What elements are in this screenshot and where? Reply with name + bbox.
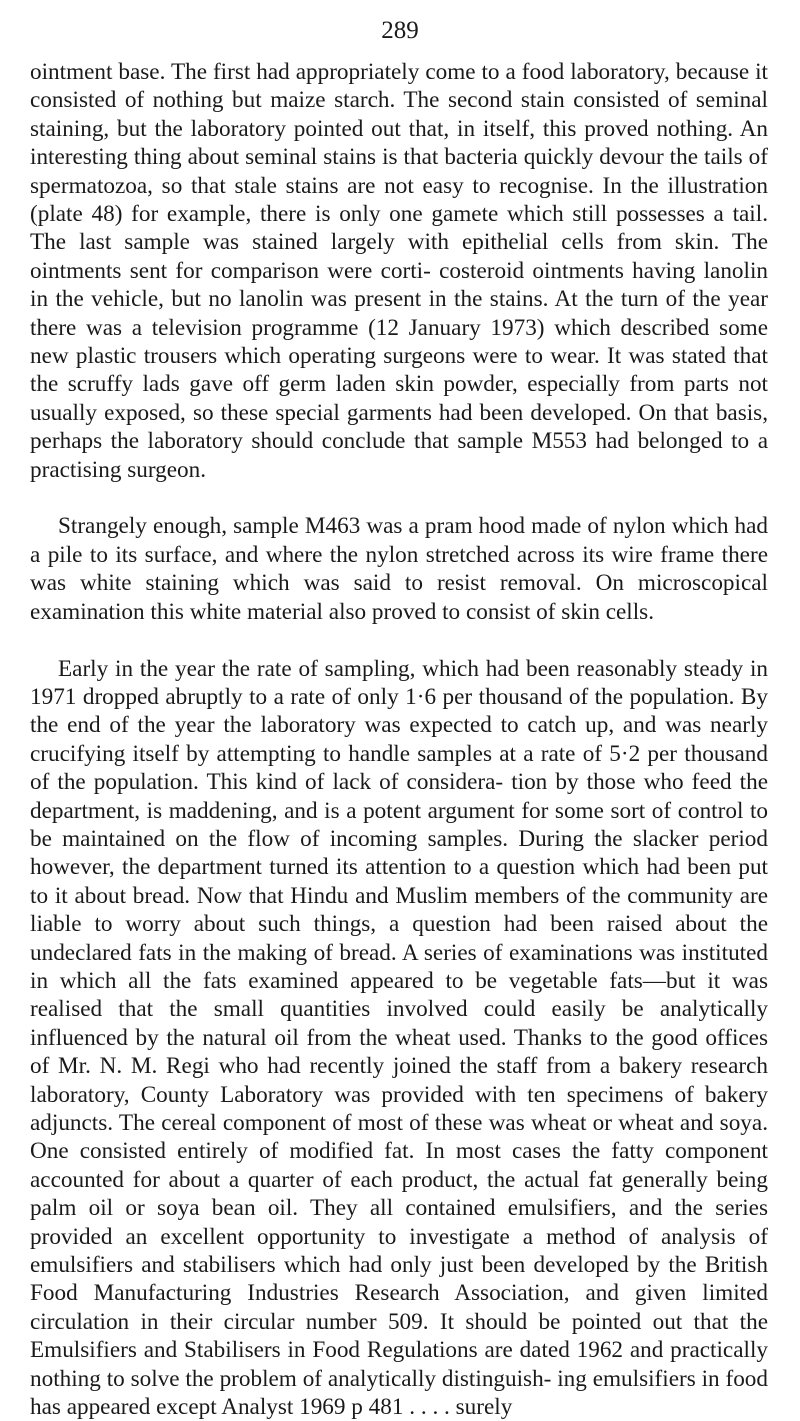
page-number: 289 <box>0 16 800 46</box>
body-text <box>30 58 768 1421</box>
paragraph: Early in the year the rate of sampling, which had been reasonably steady in 1971 dropped abruptly to a rate of only 1·6 per thousand of the population. By the end of the year the laboratory was expected to catch up, and was nearly crucifying itself by attempting to handle samples at a rate of 5·2 per thousand of the population. This kind of lack of considera- tion by those who feed the department, is maddening, and is a potent argument for some sort of control to be maintained on the flow of incoming samples. During the slacker period however, the department turned its attention to a question which had been put to it about bread. Now that Hindu and Muslim members of the community are liable to worry about such things, a question had been raised about the undeclared fats in the making of bread. A series of examinations was instituted in which all the fats examined appeared to be vegetable fats—but it was realised that the small quantities involved could easily be analytically influenced by the natural oil from the wheat used. Thanks to the good offices of Mr. N. M. Regi who had recently joined the staff from a bakery research laboratory, County Laboratory was provided with ten specimens of bakery adjuncts. The cereal component of most of these was wheat or wheat and soya. One consisted entirely of modified fat. In most cases the fatty component accounted for about a quarter of each product, the actual fat generally being palm oil or soya bean oil. They all contained emulsifiers, and the series provided an excellent opportunity to investigate a method of analysis of emulsifiers and stabilisers which had only just been developed by the British Food Manufacturing Industries Research Association, and given limited circulation in their circular number 509. It should be pointed out that the Emulsifiers and Stabilisers in Food Regulations are dated 1962 and practically nothing to solve the problem of analytically distinguish- ing emulsifiers in food has appeared except Analyst 1969 p 481 . . . . surely <box>30 655 768 1421</box>
paragraph: Strangely enough, sample M463 was a pram hood made of nylon which had a pile to its surface, and where the nylon stretched across its wire frame there was white staining which was said to resist removal. On microscopical examination this white material also proved to consist of skin cells. <box>30 512 768 626</box>
paragraph: ointment base. The first had appropriately come to a food laboratory, because it consisted of nothing but maize starch. The second stain consisted of seminal staining, but the laboratory pointed out that, in itself, this proved nothing. An interesting thing about seminal stains is that bacteria quickly devour the tails of spermatozoa, so that stale stains are not easy to recognise. In the illustration (plate 48) for example, there is only one gamete which still possesses a tail. The last sample was stained largely with epithelial cells from skin. The ointments sent for comparison were corti- costeroid ointments having lanolin in the vehicle, but no lanolin was present in the stains. At the turn of the year there was a television programme (12 January 1973) which described some new plastic trousers which operating surgeons were to wear. It was stated that the scruffy lads gave off germ laden skin powder, especially from parts not usually exposed, so these special garments had been developed. On that basis, perhaps the laboratory should conclude that sample M553 had belonged to a practising surgeon. <box>30 58 768 484</box>
